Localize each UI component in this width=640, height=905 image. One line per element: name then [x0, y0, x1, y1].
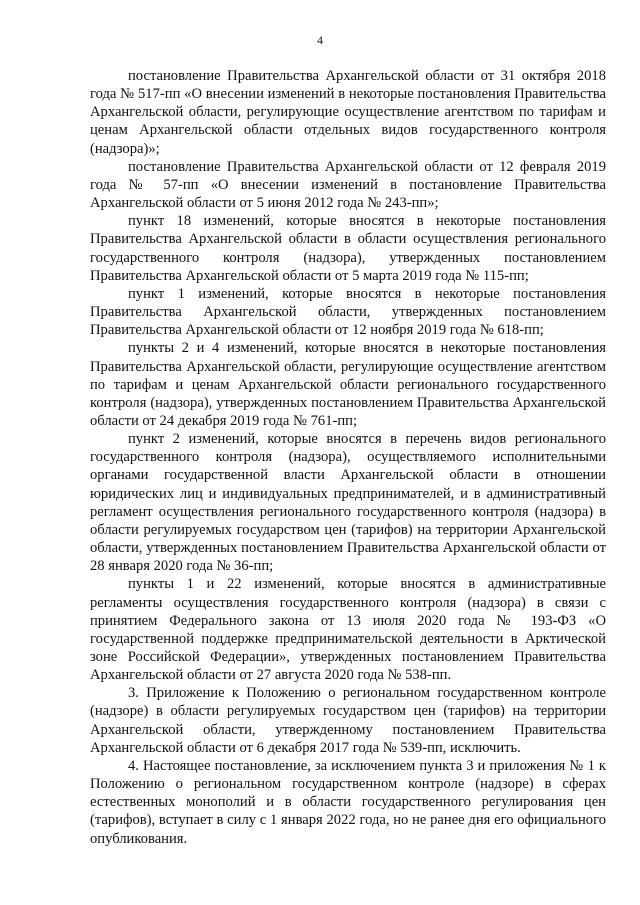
paragraph-section-3: 3. Приложение к Положению о региональном государственном контроле (надзоре) в области регулируемых государством цен (тарифов) на территории Архангельской области, утвержденному постановлением Правительства Архангельской области от 6 декабря 2017 года № 539-пп, исключить.	[90, 685, 606, 756]
page-number: 4	[317, 33, 323, 47]
document-body	[90, 67, 606, 848]
paragraph-items-1-22: пункты 1 и 22 изменений, которые вносятся в административные регламенты осуществления государственного контроля (надзора) в связи с принятием Федерального закона от 13 июля 2020 года № 193-ФЗ «О государственной поддержке предпринимательской деятельности в Арктической зоне Российской Федерации», утвержденных постановлением Правительства Архангельской области от 27 августа 2020 года № 538-пп.	[90, 576, 606, 684]
paragraph-item-2: пункт 2 изменений, которые вносятся в перечень видов регионального государственного контроля (надзора), осуществляемого исполнительными органами государственной власти Архангельской области в отношении юридических лиц и индивидуальных предпринимателей, и в административный регламент осуществления регионального государственного контроля (надзора) в области регулируемых государством цен (тарифов) на территории Архангельской области, утвержденных постановлением Правительства Архангельской области от 28 января 2020 года № 36-пп;	[90, 431, 606, 575]
paragraph-items-2-4: пункты 2 и 4 изменений, которые вносятся в некоторые постановления Правительства Архангельской области, регулирующие осуществление агентством по тарифам и ценам Архангельской области регионального государственного контроля (надзора), утвержденных постановлением Правительства Архангельской области от 24 декабря 2019 года № 761-пп;	[90, 340, 606, 429]
paragraph-resolution-517: постановление Правительства Архангельской области от 31 октября 2018 года № 517-пп «О внесении изменений в некоторые постановления Правительства Архангельской области, регулирующие осуществление агентством по тарифам и ценам Архангельской области отдельных видов государственного контроля (надзора)»;	[90, 68, 606, 157]
paragraph-resolution-57: постановление Правительства Архангельской области от 12 февраля 2019 года № 57-пп «О внесении изменений в постановление Правительства Архангельской области от 5 июня 2012 года № 243-пп»;	[90, 158, 606, 212]
paragraph-item-18: пункт 18 изменений, которые вносятся в некоторые постановления Правительства Архангельской области в области осуществления регионального государственного контроля (надзора), утвержденных постановлением Правительства Архангельской области от 5 марта 2019 года № 115-пп;	[90, 213, 606, 284]
paragraph-item-1: пункт 1 изменений, которые вносятся в некоторые постановления Правительства Архангельской области, утвержденных постановлением Правительства Архангельской области от 12 ноября 2019 года № 618-пп;	[90, 285, 606, 339]
paragraph-section-4: 4. Настоящее постановление, за исключением пункта 3 и приложения № 1 к Положению о региональном государственном контроле (надзоре) в сферах естественных монополий и в области государственного регулирования цен (тарифов), вступает в силу с 1 января 2022 года, но не ранее дня его официального опубликования.	[90, 757, 606, 847]
